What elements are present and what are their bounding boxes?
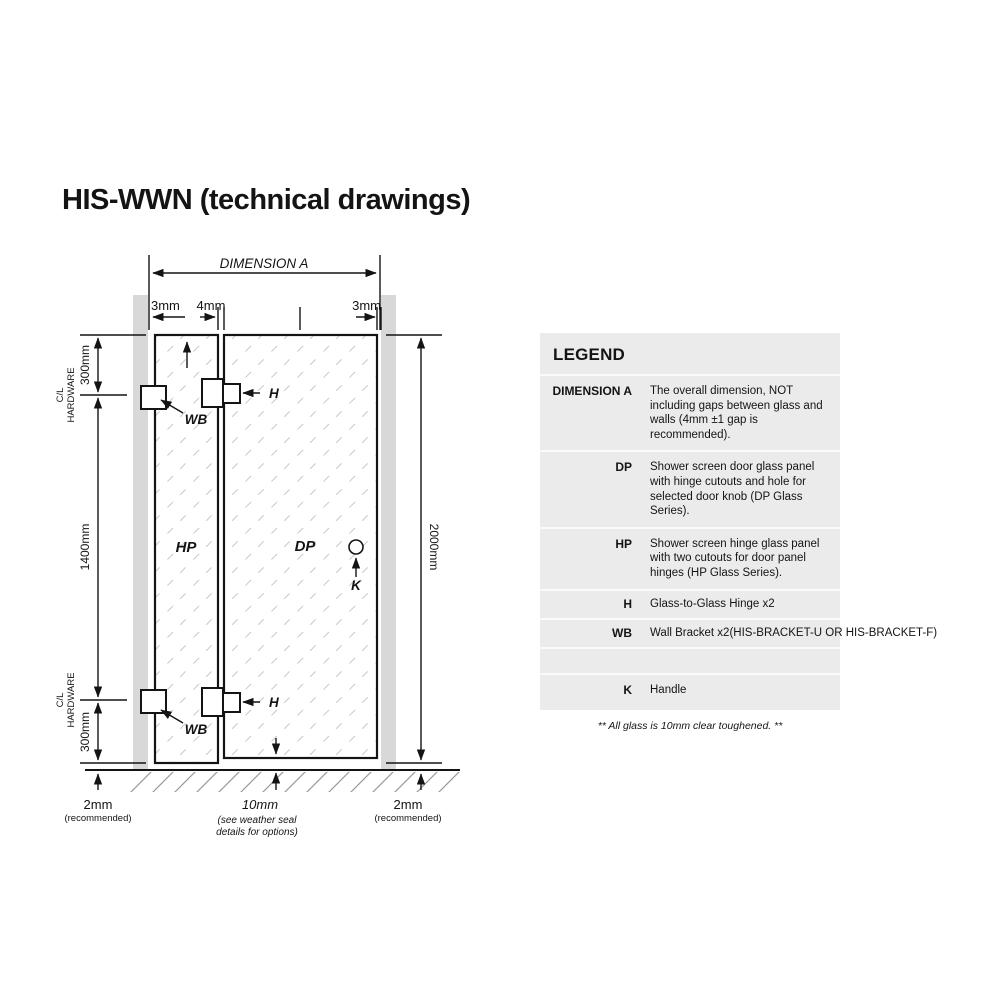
hinge-top xyxy=(202,379,240,407)
gap-right-note: (recommended) xyxy=(374,813,442,824)
dp-panel-label: DP xyxy=(294,538,316,555)
legend-row-k xyxy=(540,675,840,706)
cl-hardware-bottom-line2: HARDWARE xyxy=(66,672,77,728)
legend-term: H xyxy=(623,596,632,611)
legend-term: K xyxy=(623,682,632,697)
gap-left-label: 2mm xyxy=(83,797,113,812)
legend-description: Handle xyxy=(650,683,687,696)
legend-description: The overall dimension, NOT including gaps between glass and walls (4mm ±1 gap is recommended). xyxy=(650,385,823,441)
legend-term: DIMENSION A xyxy=(552,384,632,398)
legend-panel xyxy=(540,333,938,710)
dim-1400-label: 1400mm xyxy=(78,523,92,571)
h-bottom-label: H xyxy=(269,695,279,710)
dim-300-top-label: 300mm xyxy=(78,344,92,386)
top-gap-middle-label: 4mm xyxy=(196,298,226,313)
wb-top-label: WB xyxy=(184,412,208,427)
top-gap-lines xyxy=(153,307,381,330)
gap-center-label: 10mm xyxy=(241,797,279,812)
legend-description: Glass-to-Glass Hinge x2 xyxy=(650,597,775,610)
handle-knob xyxy=(349,540,363,554)
cl-hardware-top-line1: C/L xyxy=(55,387,66,403)
legend-title: LEGEND xyxy=(553,345,626,364)
cl-hardware-bottom-line1: C/L xyxy=(55,692,66,708)
legend-row-empty xyxy=(540,649,840,673)
wall-bracket-bottom xyxy=(141,690,166,713)
hp-panel-label: HP xyxy=(175,539,197,556)
wb-bottom-label: WB xyxy=(184,722,208,737)
gap-left-note: (recommended) xyxy=(64,813,132,824)
legend-description: Shower screen hinge glass panel with two cutouts for door panel hinges (HP Glass Series). xyxy=(650,537,820,579)
legend-term: HP xyxy=(615,536,632,551)
legend-description: Shower screen door glass panel with hinge cutouts and hole for selected door knob (DP Glass Series). xyxy=(650,461,815,518)
wall-bracket-top xyxy=(141,386,166,409)
h-top-label: H xyxy=(269,386,279,401)
dim-300-bottom-label: 300mm xyxy=(78,711,92,753)
legend-row-dimension-a xyxy=(540,376,840,450)
legend-row-wb xyxy=(540,620,938,647)
legend-row-h xyxy=(540,591,840,618)
legend-description: Wall Bracket x2(HIS-BRACKET-U OR HIS-BRACKET-F) xyxy=(650,626,938,639)
technical-drawing xyxy=(50,235,470,845)
hinge-bottom xyxy=(202,688,240,716)
gap-right-label: 2mm xyxy=(393,797,423,812)
gap-center-note-line2: details for options) xyxy=(216,827,298,838)
right-wall xyxy=(381,295,396,770)
floor-hatch xyxy=(130,772,460,792)
legend-row-hp xyxy=(540,529,840,589)
top-gap-right-label: 3mm xyxy=(352,298,381,313)
dimension-a-label: DIMENSION A xyxy=(219,256,309,271)
legend-term: DP xyxy=(615,460,632,475)
page-title: HIS-WWN (technical drawings) xyxy=(62,184,471,216)
k-label: K xyxy=(351,578,361,593)
dim-2000-label: 2000mm xyxy=(427,523,441,571)
cl-hardware-top-line2: HARDWARE xyxy=(66,367,77,423)
top-gap-left-label: 3mm xyxy=(151,298,180,313)
gap-center-note-line1: (see weather seal xyxy=(217,815,297,826)
drawing-svg xyxy=(50,235,470,845)
legend xyxy=(540,333,938,732)
legend-footnote: ** All glass is 10mm clear toughened. ** xyxy=(597,719,783,732)
legend-row-dp xyxy=(540,452,840,526)
legend-term: WB xyxy=(612,625,632,640)
